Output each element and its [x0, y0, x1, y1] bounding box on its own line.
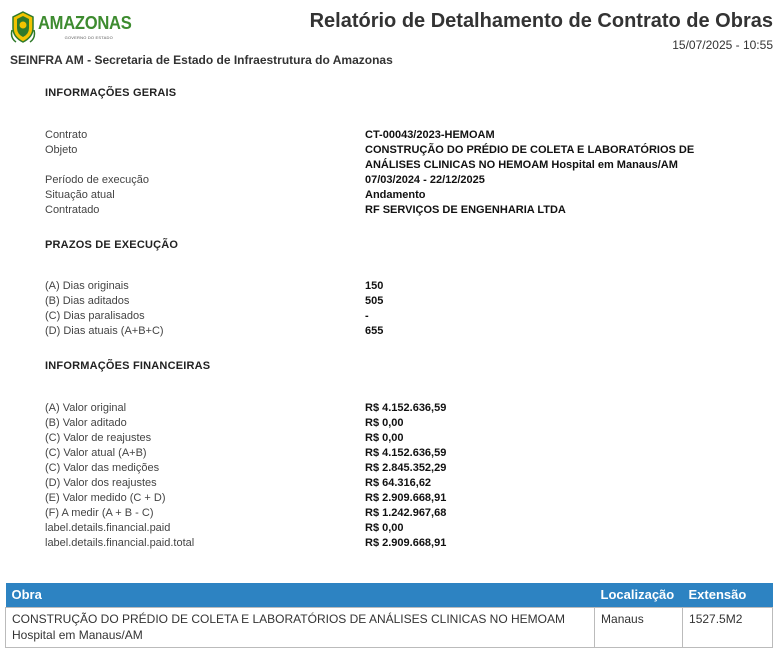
table-header-row	[6, 583, 773, 607]
financial-value: R$ 0,00	[365, 522, 404, 534]
period-value: 07/03/2024 - 22/12/2025	[365, 174, 485, 186]
financial-label: label.details.financial.paid	[45, 522, 171, 534]
contractor-label: Contratado	[45, 204, 100, 216]
column-header-obra: Obra	[6, 583, 595, 607]
financial-value: R$ 0,00	[365, 432, 404, 444]
financial-value: R$ 4.152.636,59	[365, 447, 447, 459]
section-title-general: INFORMAÇÕES GERAIS	[45, 87, 177, 99]
deadline-label: (A) Dias originais	[45, 280, 129, 292]
deadline-label: (C) Dias paralisados	[45, 310, 145, 322]
section-title-financial: INFORMAÇÕES FINANCEIRAS	[45, 360, 211, 372]
financial-label: (E) Valor medido (C + D)	[45, 492, 166, 504]
coat-of-arms-icon	[10, 10, 36, 44]
logo-wordmark: AMAZONAS	[38, 13, 132, 33]
financial-value: R$ 2.909.668,91	[365, 492, 447, 504]
contractor-value: RF SERVIÇOS DE ENGENHARIA LTDA	[365, 204, 566, 216]
financial-label: (C) Valor das medições	[45, 462, 160, 474]
report-title: Relatório de Detalhamento de Contrato de Obras	[309, 10, 773, 32]
period-label: Período de execução	[45, 174, 149, 186]
financial-label: (F) A medir (A + B - C)	[45, 507, 154, 519]
report-datetime: 15/07/2025 - 10:55	[672, 38, 773, 52]
financial-label: (B) Valor aditado	[45, 417, 127, 429]
financial-label: label.details.financial.paid.total	[45, 537, 195, 549]
column-header-localizacao: Localização	[595, 583, 683, 607]
financial-value: R$ 4.152.636,59	[365, 402, 447, 414]
status-label: Situação atual	[45, 189, 115, 201]
amazonas-logo	[10, 10, 132, 50]
financial-label: (D) Valor dos reajustes	[45, 477, 157, 489]
deadline-label: (D) Dias atuais (A+B+C)	[45, 325, 164, 337]
logo-subtext: GOVERNO DO ESTADO	[64, 35, 113, 40]
financial-value: R$ 64.316,62	[365, 477, 432, 489]
financial-value: R$ 1.242.967,68	[365, 507, 447, 519]
works-table	[5, 583, 773, 648]
contract-label: Contrato	[45, 129, 88, 141]
object-label: Objeto	[45, 144, 78, 156]
deadline-value: 655	[365, 325, 384, 337]
organization-name: SEINFRA AM - Secretaria de Estado de Infraestrutura do Amazonas	[10, 53, 393, 67]
financial-label: (C) Valor de reajustes	[45, 432, 152, 444]
table-row	[6, 607, 773, 647]
deadline-value: 150	[365, 280, 384, 292]
cell-extensao: 1527.5M2	[683, 607, 773, 647]
column-header-extensao: Extensão	[683, 583, 773, 607]
deadline-label: (B) Dias aditados	[45, 295, 130, 307]
financial-label: (C) Valor atual (A+B)	[45, 447, 147, 459]
object-value: CONSTRUÇÃO DO PRÉDIO DE COLETA E LABORATÓRIOS DE ANÁLISES CLINICAS NO HEMOAM Hospital em Manaus/AM	[365, 144, 695, 171]
status-value: Andamento	[365, 189, 426, 201]
section-title-deadlines: PRAZOS DE EXECUÇÃO	[45, 239, 179, 251]
contract-value: CT-00043/2023-HEMOAM	[365, 129, 495, 141]
financial-value: R$ 2.909.668,91	[365, 537, 447, 549]
financial-label: (A) Valor original	[45, 402, 127, 414]
deadline-value: 505	[365, 295, 384, 307]
financial-value: R$ 0,00	[365, 417, 404, 429]
deadline-value: -	[365, 310, 369, 322]
cell-obra: CONSTRUÇÃO DO PRÉDIO DE COLETA E LABORATÓRIOS DE ANÁLISES CLINICAS NO HEMOAM Hospital em Manaus/AM	[6, 607, 595, 647]
financial-value: R$ 2.845.352,29	[365, 462, 447, 474]
cell-localizacao: Manaus	[595, 607, 683, 647]
